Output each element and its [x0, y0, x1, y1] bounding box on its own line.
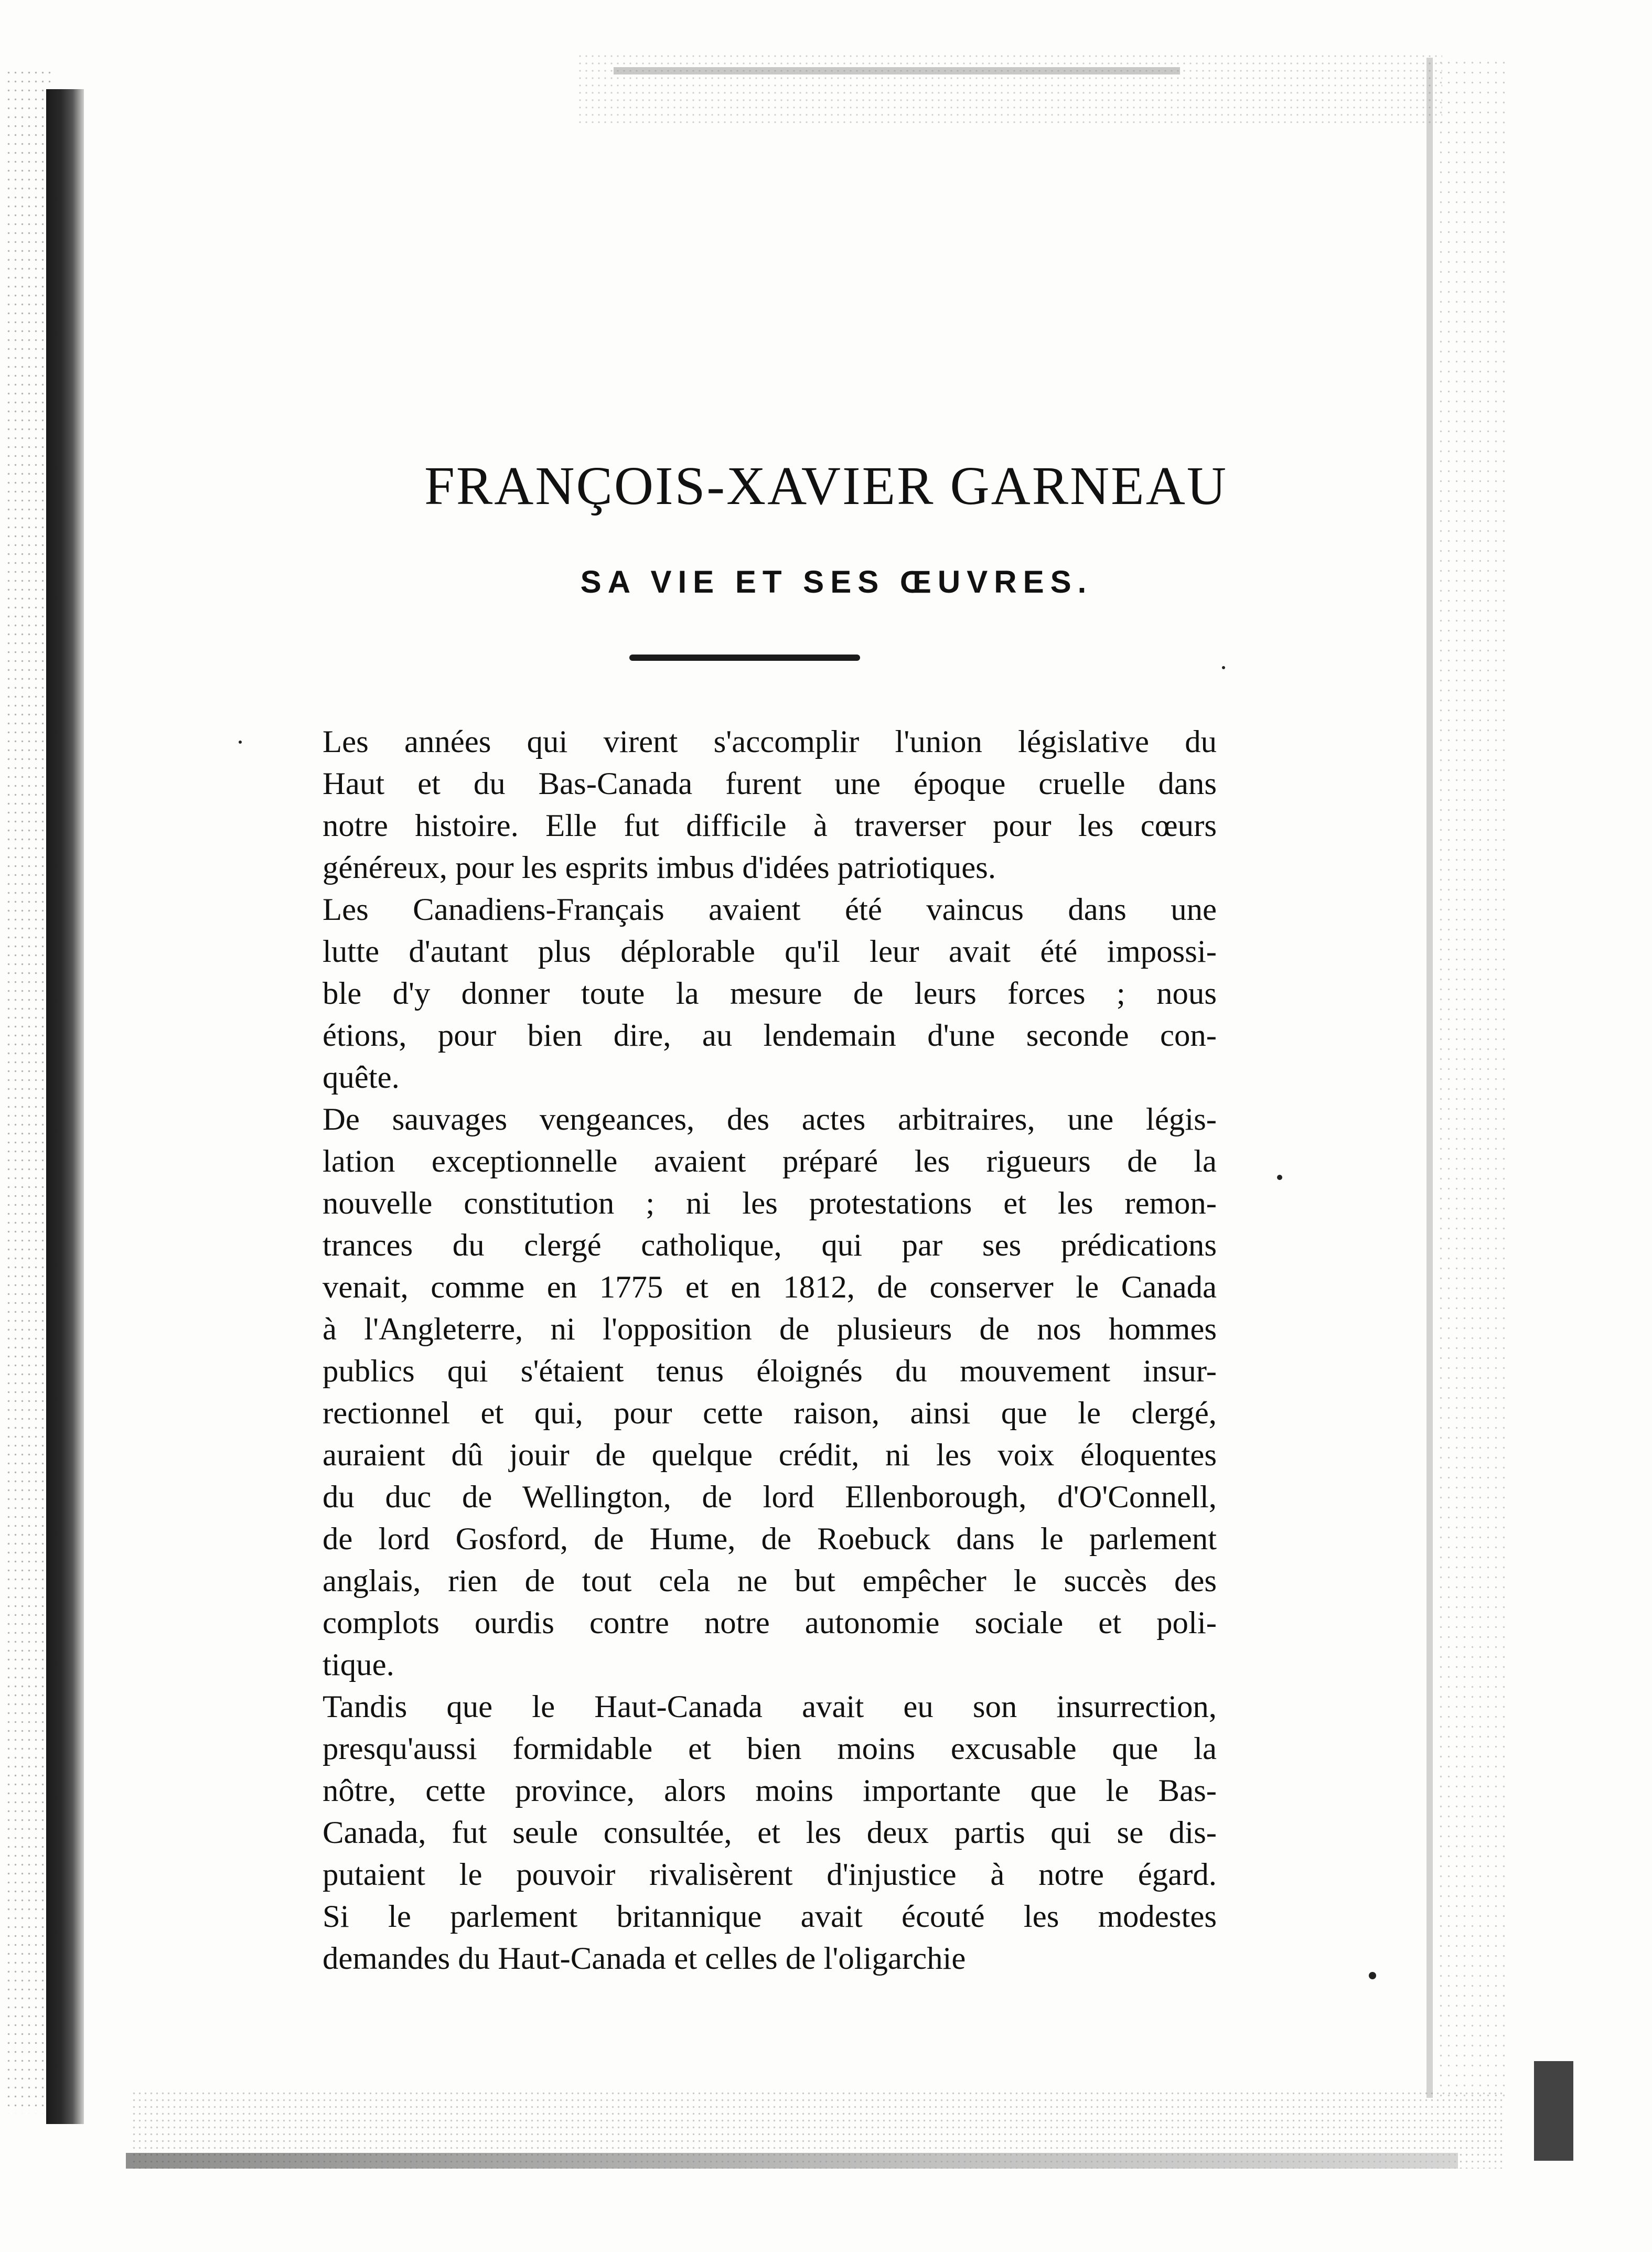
- text-line: lutte d'autant plus déplorable qu'il leur avait été impossi-: [323, 934, 1217, 969]
- text-line: lation exceptionnelle avaient préparé les rigueurs de la: [323, 1144, 1217, 1179]
- text-line: à l'Angleterre, ni l'opposition de plusieurs de nos hommes: [323, 1312, 1217, 1347]
- text-line: Les années qui virent s'accomplir l'union législative du: [323, 724, 1217, 759]
- text-line: De sauvages vengeances, des actes arbitraires, une légis-: [323, 1102, 1217, 1137]
- paragraph: [281, 1686, 1217, 1980]
- scan-smudge-bottom: [126, 2153, 1458, 2169]
- ink-speck: [239, 741, 242, 744]
- ink-speck: [1222, 666, 1225, 669]
- text-line: venait, comme en 1775 et en 1812, de conserver le Canada: [323, 1270, 1217, 1305]
- scan-smudge-top: [614, 67, 1180, 74]
- page-subtitle: SA VIE ET SES ŒUVRES.: [580, 564, 1093, 599]
- text-line: nôtre, cette province, alors moins importante que le Bas-: [323, 1773, 1217, 1808]
- text-line: étions, pour bien dire, au lendemain d'une seconde con-: [323, 1018, 1217, 1053]
- scan-noise-left: [5, 68, 52, 2114]
- paragraph: [281, 889, 1217, 1099]
- text-line: auraient dû jouir de quelque crédit, ni les voix éloquentes: [323, 1438, 1217, 1473]
- paragraph: [281, 1099, 1217, 1686]
- ink-speck: [1369, 1972, 1376, 1979]
- text-line: complots ourdis contre notre autonomie sociale et poli-: [323, 1605, 1217, 1640]
- text-line: Les Canadiens-Français avaient été vaincus dans une: [323, 892, 1217, 927]
- text-line: publics qui s'étaient tenus éloignés du mouvement insur-: [323, 1354, 1217, 1389]
- page-title: FRANÇOIS-XAVIER GARNEAU: [424, 456, 1228, 516]
- scan-noise-right: [1437, 58, 1505, 2103]
- ink-speck: [1277, 1175, 1282, 1180]
- text-line: putaient le pouvoir rivalisèrent d'injustice à notre égard.: [323, 1857, 1217, 1892]
- text-line: du duc de Wellington, de lord Ellenborough, d'O'Connell,: [323, 1479, 1217, 1515]
- text-line: anglais, rien de tout cela ne but empêcher le succès des: [323, 1563, 1217, 1599]
- text-line: nouvelle constitution ; ni les protestations et les remon-: [323, 1186, 1217, 1221]
- text-line: tique.: [323, 1647, 394, 1682]
- text-line: Canada, fut seule consultée, et les deux partis qui se dis-: [323, 1815, 1217, 1850]
- text-line: ble d'y donner toute la mesure de leurs forces ; nous: [323, 976, 1217, 1011]
- scan-noise-top: [577, 52, 1442, 126]
- page-edge-right: [1426, 58, 1433, 2098]
- title-divider: [629, 655, 860, 661]
- text-line: rectionnel et qui, pour cette raison, ainsi que le clergé,: [323, 1396, 1217, 1431]
- text-line: presqu'aussi formidable et bien moins excusable que la: [323, 1731, 1217, 1766]
- text-line: de lord Gosford, de Hume, de Roebuck dans le parlement: [323, 1521, 1217, 1557]
- text-line: trances du clergé catholique, qui par ses prédications: [323, 1228, 1217, 1263]
- text-line: quête.: [323, 1060, 400, 1095]
- text-line: demandes du Haut-Canada et celles de l'oligarchie: [323, 1941, 966, 1976]
- binding-shadow: [46, 89, 84, 2124]
- scan-corner-mark: [1534, 2061, 1573, 2161]
- body-text: [281, 721, 1217, 1980]
- text-line: Si le parlement britannique avait écouté les modestes: [323, 1899, 1217, 1934]
- text-line: notre histoire. Elle fut difficile à traverser pour les cœurs: [323, 808, 1217, 843]
- paragraph: [281, 721, 1217, 889]
- text-line: Haut et du Bas-Canada furent une époque cruelle dans: [323, 766, 1217, 801]
- text-line: Tandis que le Haut-Canada avait eu son insurrection,: [323, 1689, 1217, 1724]
- text-line: généreux, pour les esprits imbus d'idées patriotiques.: [323, 850, 996, 885]
